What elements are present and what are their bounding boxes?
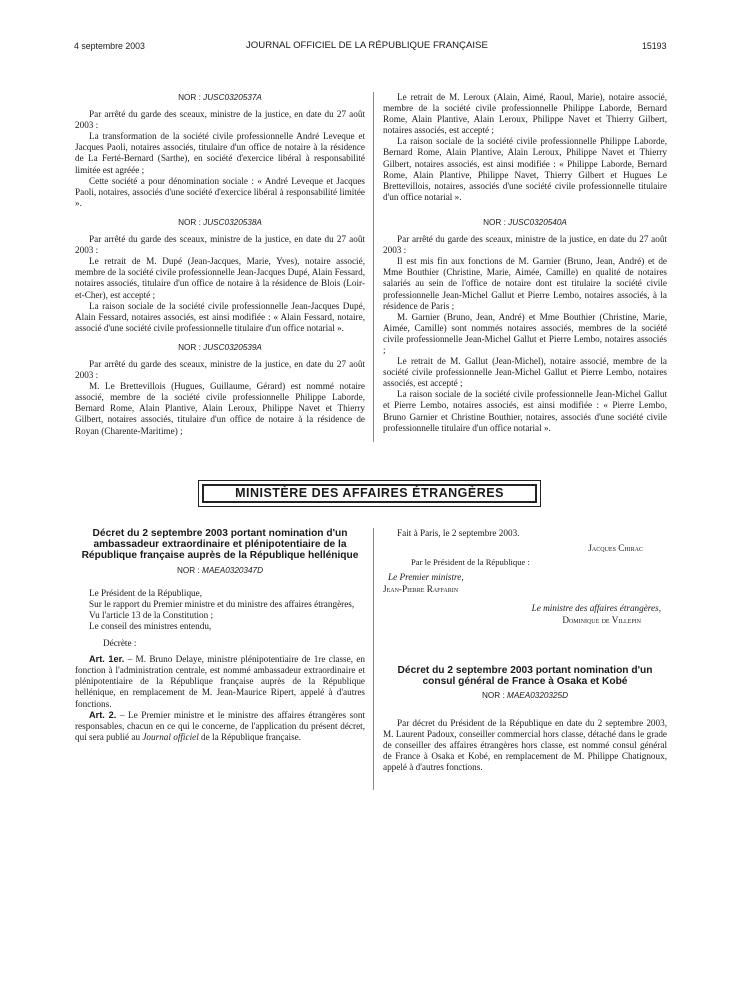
article-1: Art. 1er. – M. Bruno Delaye, ministre plénipotentiaire de 1re classe, en fonction à l'administration centrale, est nommé ambassadeur extraordinaire et plénipotentiaire de la République française auprès de la République hellénique, en remplacement de M. Jean-Maurice Ripert, appelé à d'autres fonctions.: [75, 654, 366, 709]
fait-a-paris: Fait à Paris, le 2 septembre 2003.: [397, 528, 520, 538]
nor-reference: NOR : JUSC0320537A: [178, 93, 262, 102]
paragraph: Par arrêté du garde des sceaux, ministre de la justice, en date du 27 août 2003 :: [75, 358, 365, 381]
president-signature: Jacques Chirac: [588, 543, 643, 554]
paragraph: Vu l'article 13 de la Constitution ;: [89, 609, 214, 620]
mae-name: Dominique de Villepin: [562, 614, 641, 625]
paragraph: Cette société a pour dénomination sociale : « André Leveque et Jacques Paoli, notaires, associés d'une société d'exercice libéral à responsabilité limitée ».: [75, 175, 365, 208]
paragraph: Le conseil des ministres entendu,: [89, 620, 212, 631]
decree-title: Décret du 2 septembre 2003 portant nomination d'un consul général de France à Osaka et Kobé: [397, 665, 653, 688]
par-le-president: Par le Président de la République :: [411, 557, 530, 568]
nor-reference: NOR : MAEA0320347D: [176, 565, 264, 575]
paragraph: M. Garnier (Bruno, Jean, André) et Mme Bouthier (Christine, Marie, Aimée, Camille) sont nommés notaires associés, membres de la société civile professionnelle Jean-Michel Gallut et Pierre Lembo, notaires associés ;: [383, 311, 667, 355]
decree-title: Décret du 2 septembre 2003 portant nomination d'un ambassadeur extraordinaire et plénipotentiaire de la République française auprès de la République hellénique: [81, 528, 359, 562]
header-date: 4 septembre 2003: [74, 41, 145, 51]
nor-reference: NOR : MAEA0320325D: [481, 691, 569, 701]
nor-reference: NOR : JUSC0320539A: [178, 342, 262, 352]
paragraph: Par arrêté du garde des sceaux, ministre de la justice, en date du 27 août 2003 :: [75, 109, 365, 131]
paragraph: M. Le Brettevillois (Hugues, Guillaume, Gérard) est nommé notaire associé, membre de la société civile professionnelle Philippe Laborde, Bernard Rome, Alain Plantive, Alain Leroux, Philippe Navet et Thierry Gilbert, notaires associés, titulaire d'un office de notaire à la résidence de Royan (Charente-Maritime) ;: [75, 381, 365, 436]
paragraph: Par décret du Président de la République en date du 2 septembre 2003, M. Laurent Padoux, conseiller commercial hors classe, détaché dans le grade de conseiller des affaires étrangères hors classe, est nommé consul général de France à Osaka et Kobé, en remplacement de M. Philippe Chatignoux, appelé à d'autres fonctions.: [383, 717, 667, 772]
article-2: Art. 2. – Le Premier ministre et le ministre des affaires étrangères sont responsables, chacun en ce qui le concerne, de l'application du présent décret, qui sera publié au Journal officiel de la République française.: [75, 709, 365, 742]
decree-ambassador: [75, 528, 365, 743]
ministry-title: MINISTÈRE DES AFFAIRES ÉTRANGÈRES: [235, 486, 504, 500]
column-divider: [373, 92, 374, 442]
mae-title: Le ministre des affaires étrangères,: [531, 603, 661, 614]
paragraph: Le retrait de M. Gallut (Jean-Michel), notaire associé, membre de la société civile professionnelle Jean-Michel Gallut et Pierre Lembo, notaires associés, est accepté ;: [383, 356, 667, 389]
nor-reference: NOR : JUSC0320538A: [178, 217, 262, 227]
paragraph: Il est mis fin aux fonctions de M. Garnier (Bruno, Jean, André) et de Mme Bouthier (Christine, Marie, Aimée, Camille) en qualité de notaires salariés au sein de l'office de notaire dont est titulaire la société civile professionnelle Jean-Michel Gallut et Pierre Lembo, notaires associés, à la résidence de Paris ;: [383, 256, 667, 311]
paragraph: La raison sociale de la société civile professionnelle Philippe Laborde, Bernard Rome, Alain Plantive, Alain Leroux, Philippe Navet et Thierry Gilbert, notaires associés, est ainsi modifiée : « Philippe Laborde, Bernard Rome, Alain Plantive, Philippe Navet, Thierry Gilbert et Hugues Le Brettevillois, notaires, associés d'une société civile professionnelle titulaire d'un office notarial ».: [383, 136, 667, 202]
decree-consul: [383, 665, 667, 773]
header-page-number: 15193: [642, 41, 667, 51]
paragraph: La raison sociale de la société civile professionnelle Jean-Michel Gallut et Pierre Lembo, notaires associés, est ainsi modifiée : « Pierre Lembo, Bruno Garnier et Christine Bouthier, notaires, associés d'une société civile professionnelle titulaire d'un office notarial ».: [383, 389, 667, 433]
top-left-column: [75, 92, 365, 437]
paragraph: Par arrêté du garde des sceaux, ministre de la justice, en date du 27 août 2003 :: [75, 234, 365, 256]
column-divider: [373, 528, 374, 790]
ministry-banner: [198, 480, 541, 507]
paragraph: Le Président de la République,: [89, 587, 203, 598]
paragraph: La raison sociale de la société civile professionnelle Jean-Jacques Dupé, Alain Fessard, notaires associés, est ainsi modifiée : « Alain Fessard, notaire, associé d'une société civile professionnelle titulaire d'un office notarial ».: [75, 300, 365, 333]
paragraph: Le retrait de M. Leroux (Alain, Aimé, Raoul, Marie), notaire associé, membre de la société civile professionnelle Philippe Laborde, Bernard Rome, Alain Plantive, Alain Leroux, Philippe Navet et Thierry Gilbert, notaires associés, est accepté ;: [383, 92, 667, 136]
paragraph: La transformation de la société civile professionnelle André Leveque et Jacques Paoli, notaires associés, titulaire d'un office de notaire à la résidence de La Ferté-Bernard (Sarthe), en société d'exercice libéral à responsabilité limitée est agréée ;: [75, 131, 365, 175]
decrete-heading: Décrète :: [103, 638, 137, 649]
signature-block: [383, 528, 667, 626]
pm-title: Le Premier ministre,: [388, 572, 464, 583]
paragraph: Sur le rapport du Premier ministre et du ministre des affaires étrangères,: [89, 598, 355, 609]
nor-reference: NOR : JUSC0320540A: [483, 217, 567, 227]
paragraph: Par arrêté du garde des sceaux, ministre de la justice, en date du 27 août 2003 :: [383, 234, 667, 256]
paragraph: Le retrait de M. Dupé (Jean-Jacques, Marie, Yves), notaire associé, membre de la société civile professionnelle Jean-Jacques Dupé, Alain Fessard, notaires associés, titulaire d'un office de notaire à la résidence de Blois (Loir-et-Cher), est accepté ;: [75, 256, 365, 300]
pm-name: Jean-Pierre Raffarin: [383, 584, 459, 595]
header-journal-title: JOURNAL OFFICIEL DE LA RÉPUBLIQUE FRANÇAISE: [246, 40, 488, 51]
top-right-column: [383, 92, 667, 434]
